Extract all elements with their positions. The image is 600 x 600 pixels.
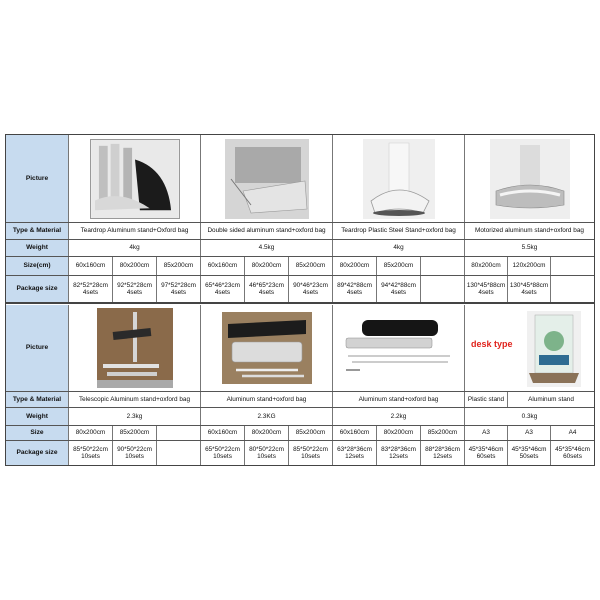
- b1-package-cell: 46*65*23cm 4sets: [245, 276, 289, 302]
- product-spec-table: [5, 134, 595, 466]
- b2-package-cell: [157, 441, 201, 465]
- b2-size-cell: 80x200cm: [69, 426, 113, 440]
- b1-package-cell: [551, 276, 594, 302]
- b2-size-cell: [157, 426, 201, 440]
- b2-picture-label: Picture: [6, 305, 69, 391]
- b2-package-cell: 85*50*22cm 10sets: [289, 441, 333, 465]
- b2-picture-row: [6, 305, 594, 392]
- b1-size-cell: 80x200cm: [245, 257, 289, 275]
- b1-type-1: Teardrop Aluminum stand+Oxford bag: [69, 223, 201, 239]
- b2-weight-2: 2.3KG: [201, 408, 333, 425]
- teardrop-stand-photo: [90, 139, 180, 219]
- telescopic-stand-photo: [97, 308, 173, 388]
- b1-package-cell: 130*45*88cm 4sets: [465, 276, 508, 302]
- b1-weight-3: 4kg: [333, 240, 465, 256]
- b2-size-cell: A4: [568, 429, 577, 437]
- b1-size-cell: 80x200cm: [333, 257, 377, 275]
- b1-package-cell: 130*45*88cm 4sets: [508, 276, 551, 302]
- b1-size-cell: [551, 257, 594, 275]
- b2-weight-label: Weight: [6, 408, 69, 425]
- b1-package-cell: 94*42*88cm 4sets: [377, 276, 421, 302]
- b1-size-label: Size(cm): [6, 257, 69, 275]
- b2-package-row: [6, 441, 594, 465]
- b1-size-cell: 80x200cm: [113, 257, 157, 275]
- b1-weight-1: 4kg: [69, 240, 201, 256]
- b1-package-cell: 82*52*28cm 4sets: [69, 276, 113, 302]
- b2-weight-1: 2.3kg: [69, 408, 201, 425]
- b1-size-cell: 85x200cm: [289, 257, 333, 275]
- b2-type-2: Aluminum stand+oxford bag: [201, 392, 333, 407]
- b1-type-2: Double sided aluminum stand+oxford bag: [201, 223, 333, 239]
- b2-picture-2: [201, 305, 333, 391]
- b1-type-3: Teardrop Plastic Steel Stand+oxford bag: [333, 223, 465, 239]
- aluminum-stand-photo: [222, 312, 312, 384]
- b2-picture-3: [333, 305, 465, 391]
- desk-type-label: desk type: [471, 339, 513, 349]
- b2-package-cell: 83*28*36cm 12sets: [377, 441, 421, 465]
- b1-weight-2: 4.5kg: [201, 240, 333, 256]
- b2-size-cell: 60x160cm: [201, 426, 245, 440]
- b2-size-cell: 80x200cm: [377, 426, 421, 440]
- b1-weight-4: 5.5kg: [521, 244, 538, 252]
- b1-package-cell: 92*52*28cm 4sets: [113, 276, 157, 302]
- double-sided-stand-photo: [225, 139, 309, 219]
- b2-type-label: Type & Material: [6, 392, 69, 407]
- b1-size-cell: [421, 257, 465, 275]
- b1-picture-1: [69, 135, 201, 222]
- b2-package-cell: 80*50*22cm 10sets: [245, 441, 289, 465]
- plastic-steel-stand-photo: [363, 139, 435, 219]
- aluminum-stand-kit-photo: [344, 318, 454, 378]
- b2-type-4: Plastic stand: [465, 392, 508, 407]
- b2-size-cell: 80x200cm: [245, 426, 289, 440]
- b1-picture-row: [6, 135, 594, 223]
- b2-package-cell: 45*35*46cm 50sets: [508, 441, 551, 465]
- b1-picture-2: [201, 135, 333, 222]
- b1-weight-row: [6, 240, 594, 257]
- b2-package-cell: 45*35*46cm 60sets: [555, 445, 590, 460]
- b2-size-cell: 85x200cm: [421, 426, 465, 440]
- b2-size-row: [6, 426, 594, 441]
- b1-picture-3: [333, 135, 465, 222]
- b2-package-cell: 45*35*46cm 60sets: [465, 441, 508, 465]
- b2-weight-row: [6, 408, 594, 426]
- b1-size-cell: 85x200cm: [377, 257, 421, 275]
- b1-size-cell: 85x200cm: [157, 257, 201, 275]
- b1-picture-4: [465, 135, 594, 222]
- b2-size-label: Size: [6, 426, 69, 440]
- b1-type-4: Motorized aluminum stand+oxford bag: [475, 227, 584, 235]
- b2-type-row: [6, 392, 594, 408]
- b2-picture-1: [69, 305, 201, 391]
- b2-picture-4: [465, 305, 594, 391]
- b2-package-cell: 63*28*36cm 12sets: [333, 441, 377, 465]
- b2-size-cell: A3: [465, 426, 508, 440]
- b1-size-cell: 120x200cm: [508, 257, 551, 275]
- b1-package-cell: 65*46*23cm 4sets: [201, 276, 245, 302]
- b1-package-cell: [421, 276, 465, 302]
- b1-package-row: [6, 276, 594, 304]
- b1-package-cell: 97*52*28cm 4sets: [157, 276, 201, 302]
- b2-weight-3: 2.2kg: [333, 408, 465, 425]
- b2-size-cell: 85x200cm: [289, 426, 333, 440]
- desk-stand-photo: [527, 311, 581, 387]
- b2-package-cell: 85*50*22cm 10sets: [69, 441, 113, 465]
- b1-size-cell: 80x200cm: [465, 257, 508, 275]
- b1-size-cell: 60x160cm: [201, 257, 245, 275]
- b1-type-row: [6, 223, 594, 240]
- b1-package-label: Package size: [6, 276, 69, 302]
- b2-type-5: Aluminum stand: [528, 395, 574, 403]
- b1-package-cell: 90*46*23cm 4sets: [289, 276, 333, 302]
- b2-size-cell: 60x160cm: [333, 426, 377, 440]
- b1-type-label: Type & Material: [6, 223, 69, 239]
- b2-size-cell: A3: [508, 426, 551, 440]
- b1-package-cell: 89*42*88cm 4sets: [333, 276, 377, 302]
- b2-package-cell: 88*28*36cm 12sets: [421, 441, 465, 465]
- b2-size-cell: 85x200cm: [113, 426, 157, 440]
- motorized-stand-photo: [490, 139, 570, 219]
- b2-weight-4: 0.3kg: [521, 412, 538, 420]
- b2-type-3: Aluminum stand+oxford bag: [333, 392, 465, 407]
- b1-picture-label: Picture: [6, 135, 69, 222]
- b2-package-cell: 65*50*22cm 10sets: [201, 441, 245, 465]
- b2-package-cell: 90*50*22cm 10sets: [113, 441, 157, 465]
- b2-type-1: Telescopic Aluminum stand+oxford bag: [69, 392, 201, 407]
- b1-size-cell: 60x160cm: [69, 257, 113, 275]
- b1-size-row: [6, 257, 594, 276]
- b2-package-label: Package size: [6, 441, 69, 465]
- b1-weight-label: Weight: [6, 240, 69, 256]
